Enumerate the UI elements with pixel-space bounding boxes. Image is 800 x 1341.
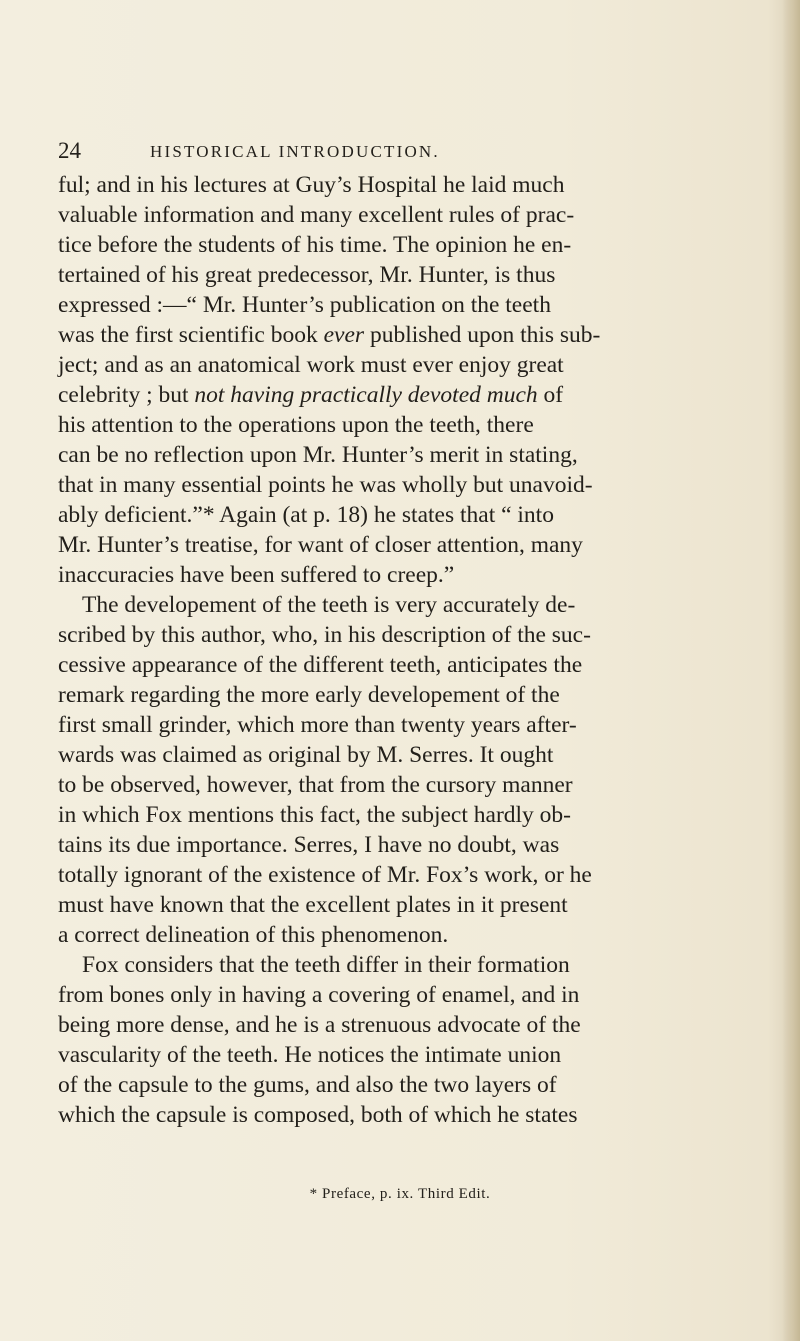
text-line: ful; and in his lectures at Guy’s Hospital he laid much — [58, 172, 565, 198]
italic-segment: not having practically devoted much — [194, 382, 538, 408]
text-line: his attention to the operations upon the teeth, there — [58, 412, 534, 438]
text-line: must have known that the excellent plates in it present — [58, 892, 568, 918]
text-line: totally ignorant of the existence of Mr. Fox’s work, or he — [58, 862, 592, 888]
text-segment: celebrity ; but — [58, 382, 189, 408]
text-line: wards was claimed as original by M. Serres. It ought — [58, 742, 554, 768]
text-line: tains its due importance. Serres, I have no doubt, was — [58, 832, 560, 858]
text-line: being more dense, and he is a strenuous advocate of the — [58, 1012, 581, 1038]
text-line: remark regarding the more early developement of the — [58, 682, 560, 708]
text-line: ably deficient.”* Again (at p. 18) he states that “ into — [58, 502, 554, 528]
text-line: scribed by this author, who, in his description of the suc- — [58, 622, 591, 648]
text-line: which the capsule is composed, both of which he states — [58, 1102, 578, 1128]
text-line: that in many essential points he was wholly but unavoid- — [58, 472, 593, 498]
text-line: first small grinder, which more than twenty years after- — [58, 712, 577, 738]
page-number: 24 — [58, 138, 81, 163]
text-line: from bones only in having a covering of enamel, and in — [58, 982, 580, 1008]
text-line: tertained of his great predecessor, Mr. Hunter, is thus — [58, 262, 556, 288]
page-edge-shadow — [782, 0, 800, 1341]
text-line: a correct delineation of this phenomenon. — [58, 922, 449, 948]
text-line — [58, 380, 563, 410]
text-line: valuable information and many excellent rules of prac- — [58, 202, 575, 228]
text-segment: of — [543, 382, 564, 408]
text-line: inaccuracies have been suffered to creep.” — [58, 562, 455, 588]
text-line: ject; and as an anatomical work must ever enjoy great — [58, 352, 564, 378]
text-line: of the capsule to the gums, and also the two layers of — [58, 1072, 557, 1098]
text-line: tice before the students of his time. The opinion he en- — [58, 232, 572, 258]
text-line: vascularity of the teeth. He notices the intimate union — [58, 1042, 562, 1068]
text-line: expressed :—“ Mr. Hunter’s publication on the teeth — [58, 292, 551, 318]
text-segment: published upon this sub- — [369, 322, 601, 348]
page-header — [58, 138, 698, 166]
text-line: cessive appearance of the different teeth, anticipates the — [58, 652, 583, 678]
text-line: The developement of the teeth is very accurately de- — [82, 592, 576, 618]
text-line: Mr. Hunter’s treatise, for want of closer attention, many — [58, 532, 583, 558]
footnote: * Preface, p. ix. Third Edit. — [309, 1186, 491, 1202]
text-segment: was the first scientific book — [58, 322, 318, 348]
text-line: in which Fox mentions this fact, the subject hardly ob- — [58, 802, 571, 828]
text-line — [58, 320, 600, 350]
running-head: HISTORICAL INTRODUCTION. — [150, 142, 440, 161]
text-line: to be observed, however, that from the cursory manner — [58, 772, 573, 798]
text-line: can be no reflection upon Mr. Hunter’s merit in stating, — [58, 442, 578, 468]
text-line: Fox considers that the teeth differ in their formation — [82, 952, 570, 978]
italic-segment: ever — [323, 322, 365, 348]
